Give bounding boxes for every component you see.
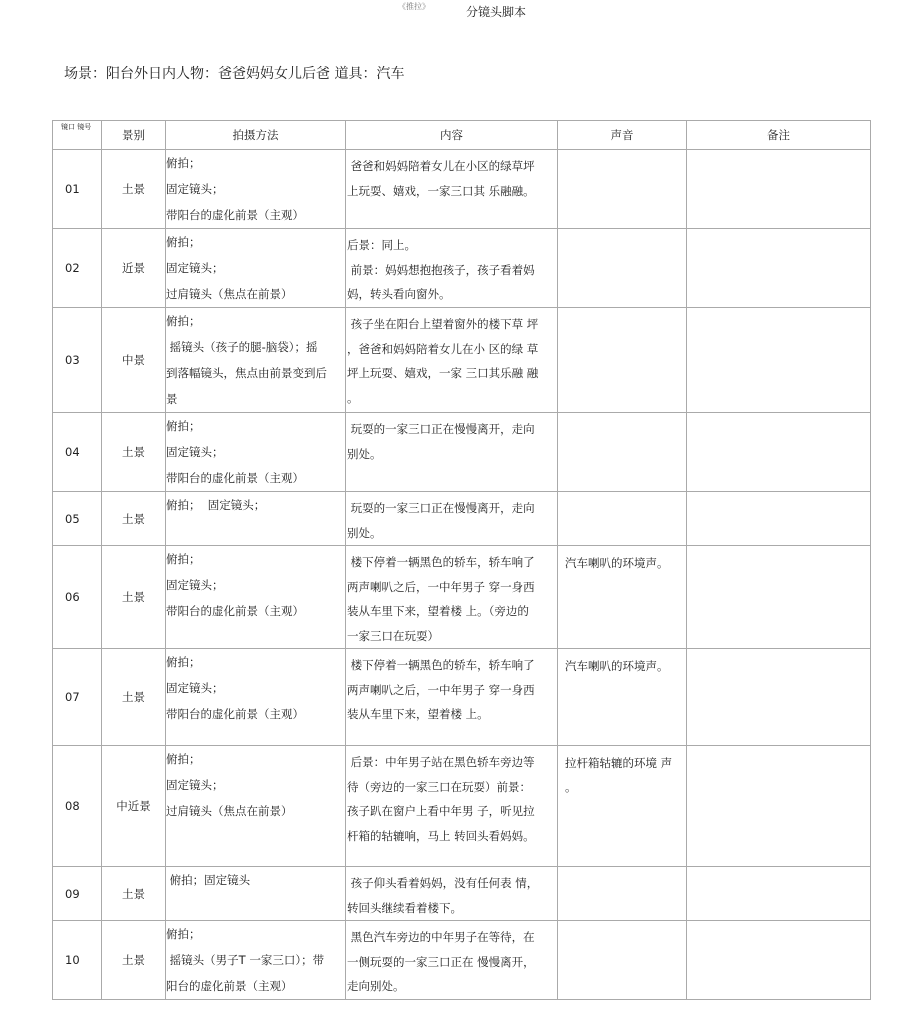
shot-size: 中近景 bbox=[102, 746, 166, 867]
sound-line: 。 bbox=[565, 780, 577, 794]
sound-cell bbox=[558, 867, 687, 921]
content-line: 妈，转头看向窗外。 bbox=[347, 287, 451, 301]
method-cell bbox=[166, 150, 346, 229]
method-line: 俯拍； bbox=[166, 927, 201, 941]
content-line: 一侧玩耍的一家三口正在 慢慢离开， bbox=[347, 954, 535, 969]
method-line: 俯拍； bbox=[166, 655, 201, 669]
method-cell bbox=[166, 492, 346, 546]
shot-number: 10 bbox=[53, 921, 102, 1000]
method-cell bbox=[166, 308, 346, 413]
content-line: 坪上玩耍、嬉戏，一家 三口其乐融 融 bbox=[347, 366, 539, 380]
content-cell bbox=[346, 649, 558, 746]
method-cell bbox=[166, 546, 346, 649]
sound-cell bbox=[558, 150, 687, 229]
sound-cell bbox=[558, 649, 687, 746]
method-line: 固定镜头； bbox=[166, 681, 224, 695]
sound-cell bbox=[558, 746, 687, 867]
method-line: 固定镜头； bbox=[166, 445, 224, 459]
sound-cell bbox=[558, 492, 687, 546]
method-line: 过肩镜头（焦点在前景） bbox=[166, 287, 293, 301]
table-row bbox=[53, 308, 871, 413]
method-line: 俯拍； bbox=[166, 552, 201, 566]
shot-number: 07 bbox=[53, 649, 102, 746]
table-row bbox=[53, 921, 871, 1000]
content-line: 两声喇叭之后，一中年男子 穿一身西 bbox=[347, 682, 535, 697]
method-line: 俯拍； bbox=[166, 419, 201, 433]
notes-cell bbox=[687, 921, 871, 1000]
sound-line: 汽车喇叭的环境声。 bbox=[565, 659, 669, 673]
sound-cell bbox=[558, 413, 687, 492]
method-line: 固定镜头； bbox=[166, 578, 224, 592]
content-line: 上玩耍、嬉戏，一家三口其 乐融融。 bbox=[347, 183, 535, 198]
content-line: 后景：同上。 bbox=[347, 238, 416, 252]
method-line: 俯拍； bbox=[166, 752, 201, 766]
content-line: 一家三口在玩耍） bbox=[347, 628, 439, 643]
shot-number: 09 bbox=[53, 867, 102, 921]
method-line: 过肩镜头（焦点在前景） bbox=[166, 804, 293, 818]
notes-cell bbox=[687, 546, 871, 649]
content-cell bbox=[346, 867, 558, 921]
sound-line: 汽车喇叭的环境声。 bbox=[565, 556, 669, 570]
notes-cell bbox=[687, 867, 871, 921]
method-line: 带阳台的虚化前景（主观） bbox=[166, 208, 304, 222]
table-row bbox=[53, 546, 871, 649]
storyboard-table bbox=[52, 120, 871, 1000]
sound-line: 拉杆箱轱辘的环境 声 bbox=[565, 756, 673, 770]
notes-cell bbox=[687, 308, 871, 413]
table-row bbox=[53, 867, 871, 921]
content-line: 装从车里下来，望着楼 上。（旁边的 bbox=[347, 604, 529, 618]
shot-size: 土景 bbox=[102, 867, 166, 921]
method-cell bbox=[166, 649, 346, 746]
content-cell bbox=[346, 921, 558, 1000]
table-header-row bbox=[53, 121, 871, 150]
content-cell bbox=[346, 546, 558, 649]
content-cell bbox=[346, 150, 558, 229]
shot-size: 土景 bbox=[102, 413, 166, 492]
shot-number: 03 bbox=[53, 308, 102, 413]
method-cell bbox=[166, 746, 346, 867]
table-row bbox=[53, 649, 871, 746]
table-row bbox=[53, 492, 871, 546]
method-line: 带阳台的虚化前景（主观） bbox=[166, 604, 304, 618]
content-line: 后景：中年男子站在黑色轿车旁边等 bbox=[347, 755, 535, 769]
shot-number: 01 bbox=[53, 150, 102, 229]
method-line: 固定镜头； bbox=[166, 182, 224, 196]
content-line: 杆箱的轱辘响，马上 转回头看妈妈。 bbox=[347, 828, 535, 843]
content-cell bbox=[346, 308, 558, 413]
method-cell bbox=[166, 413, 346, 492]
method-line: 俯拍； bbox=[166, 314, 201, 328]
content-line: 楼下停着一辆黑色的轿车，轿车响了 bbox=[347, 555, 535, 569]
method-cell bbox=[166, 867, 346, 921]
content-line: 爸爸和妈妈陪着女儿在小区的绿草坪 bbox=[347, 159, 535, 173]
content-line: 玩耍的一家三口正在慢慢离开，走向 bbox=[347, 422, 535, 436]
document-title: 分镜头脚本 bbox=[466, 5, 527, 19]
content-line: 。 bbox=[347, 390, 359, 405]
method-line: 摇镜头（孩子的腿-脑袋）；摇 bbox=[166, 340, 318, 354]
content-line: 孩子仰头看着妈妈，没有任何表 情， bbox=[347, 876, 539, 890]
method-line: 俯拍； bbox=[166, 156, 201, 170]
method-line: 固定镜头； bbox=[166, 778, 224, 792]
shot-number: 04 bbox=[53, 413, 102, 492]
content-line: ，爸爸和妈妈陪着女儿在小 区的绿 草 bbox=[347, 341, 539, 356]
col-header-notes: 备注 bbox=[687, 121, 871, 150]
table-row bbox=[53, 413, 871, 492]
content-line: 玩耍的一家三口正在慢慢离开，走向 bbox=[347, 501, 535, 515]
shot-size: 土景 bbox=[102, 649, 166, 746]
notes-cell bbox=[687, 229, 871, 308]
method-line: 俯拍； 固定镜头； bbox=[166, 498, 266, 512]
method-line: 摇镜头（男子T 一家三口）；带 bbox=[166, 953, 325, 967]
shot-size: 土景 bbox=[102, 150, 166, 229]
table-row bbox=[53, 229, 871, 308]
content-line: 楼下停着一辆黑色的轿车，轿车响了 bbox=[347, 658, 535, 672]
shot-number: 02 bbox=[53, 229, 102, 308]
notes-cell bbox=[687, 649, 871, 746]
col-header-content: 内容 bbox=[346, 121, 558, 150]
shot-size: 近景 bbox=[102, 229, 166, 308]
shot-number: 05 bbox=[53, 492, 102, 546]
notes-cell bbox=[687, 150, 871, 229]
content-line: 前景：妈妈想抱抱孩子，孩子看着妈 bbox=[347, 262, 535, 277]
content-cell bbox=[346, 492, 558, 546]
method-line: 到落幅镜头，焦点由前景变到后 bbox=[166, 366, 327, 380]
shot-size: 土景 bbox=[102, 921, 166, 1000]
method-cell bbox=[166, 921, 346, 1000]
method-line: 带阳台的虚化前景（主观） bbox=[166, 471, 304, 485]
table-row bbox=[53, 150, 871, 229]
sound-cell bbox=[558, 921, 687, 1000]
notes-cell bbox=[687, 746, 871, 867]
scene-line: 场景：阳台外日内人物：爸爸妈妈女儿后爸 道具：汽车 bbox=[64, 66, 405, 82]
content-line: 孩子坐在阳台上望着窗外的楼下草 坪 bbox=[347, 317, 539, 331]
content-cell bbox=[346, 746, 558, 867]
col-header-sound: 声音 bbox=[558, 121, 687, 150]
notes-cell bbox=[687, 492, 871, 546]
method-line: 固定镜头； bbox=[166, 261, 224, 275]
content-line: 黑色汽车旁边的中年男子在等待，在 bbox=[347, 930, 535, 944]
content-cell bbox=[346, 413, 558, 492]
content-line: 装从车里下来，望着楼 上。 bbox=[347, 707, 489, 721]
content-line: 走向别处。 bbox=[347, 979, 405, 993]
table-row bbox=[53, 746, 871, 867]
content-line: 两声喇叭之后，一中年男子 穿一身西 bbox=[347, 579, 535, 594]
shot-number: 08 bbox=[53, 746, 102, 867]
shot-size: 土景 bbox=[102, 546, 166, 649]
method-line: 俯拍；固定镜头 bbox=[166, 873, 251, 887]
shot-size: 中景 bbox=[102, 308, 166, 413]
shot-size: 土景 bbox=[102, 492, 166, 546]
col-header-shot-size: 景别 bbox=[102, 121, 166, 150]
shot-number: 06 bbox=[53, 546, 102, 649]
content-line: 别处。 bbox=[347, 525, 382, 540]
method-line: 俯拍； bbox=[166, 235, 201, 249]
method-line: 景 bbox=[166, 392, 178, 406]
content-line: 转回头继续看着楼下。 bbox=[347, 900, 462, 915]
sound-cell bbox=[558, 308, 687, 413]
col-header-number: 镜口 镜号 bbox=[53, 121, 102, 150]
method-cell bbox=[166, 229, 346, 308]
method-line: 阳台的虚化前景（主观） bbox=[166, 979, 293, 993]
content-cell bbox=[346, 229, 558, 308]
notes-cell bbox=[687, 413, 871, 492]
method-line: 带阳台的虚化前景（主观） bbox=[166, 707, 304, 721]
content-line: 别处。 bbox=[347, 446, 382, 461]
content-line: 孩子趴在窗户上看中年男 子，听见拉 bbox=[347, 804, 535, 818]
content-line: 待（旁边的一家三口在玩耍）前景： bbox=[347, 779, 531, 794]
col-header-method: 拍摄方法 bbox=[166, 121, 346, 150]
doc-tag: 《推拉》 bbox=[398, 2, 430, 11]
sound-cell bbox=[558, 229, 687, 308]
sound-cell bbox=[558, 546, 687, 649]
